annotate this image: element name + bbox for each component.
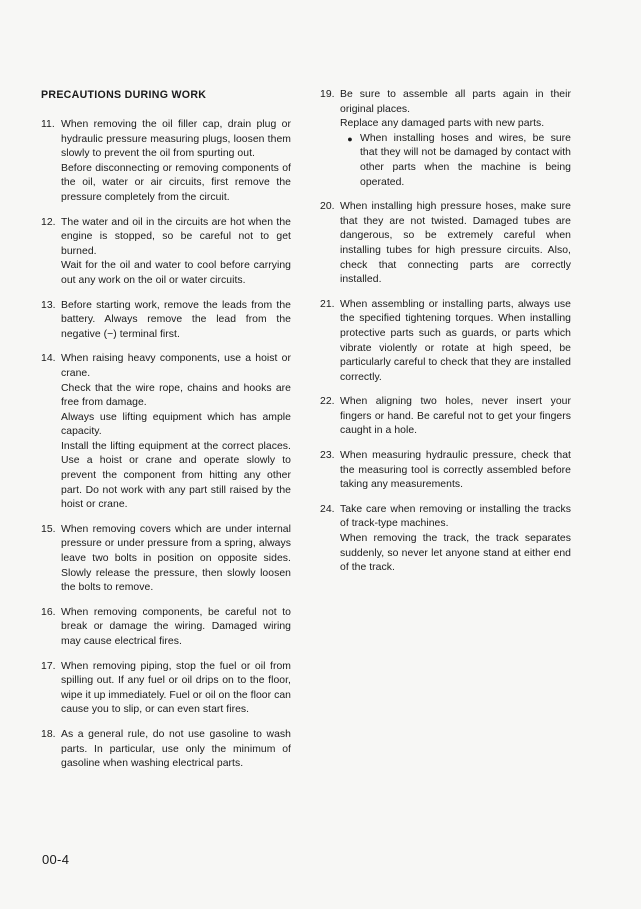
precaution-item-21: [320, 298, 571, 386]
precaution-item-23: [320, 449, 571, 493]
item-text: When removing components, be careful not to break or damage the wiring. Damaged wiring may cause electrical fires.: [61, 606, 291, 647]
item-text: When removing covers which are under internal pressure or under pressure from a spring, always leave two bolts in position on opposite sides. Slowly release the pressure, then slowly loosen the bolts to remove.: [61, 523, 291, 594]
item-text: When aligning two holes, never insert your fingers or hand. Be careful not to get your fingers caught in a hole.: [340, 396, 571, 437]
item-number: 21.: [320, 298, 335, 310]
item-text: When raising heavy components, use a hoist or crane.: [61, 353, 291, 379]
item-text: When removing piping, stop the fuel or oil from spilling out. If any fuel or oil drips on to the floor, wipe it up immediately. Fuel or oil on the floor can cause you to slip, or can even start fires.: [61, 660, 291, 716]
item-number: 18.: [41, 728, 56, 740]
item-text: When installing high pressure hoses, make sure that they are not twisted. Damaged tubes are dangerous, so be extremely careful when installing tubes for high pressure circuits. Also, check that connecting parts are correctly installed.: [340, 201, 571, 286]
item-text: Install the lifting equipment at the correct places. Use a hoist or crane and operate slowly to prevent the component from hitting any other part. Do not work with any part still raised by the hoist or crane.: [61, 440, 291, 511]
item-number: 19.: [320, 89, 335, 100]
item-number: 22.: [320, 396, 335, 408]
precaution-item-14: [41, 352, 291, 513]
item-number: 13.: [41, 299, 56, 311]
precaution-item-20: [320, 200, 571, 288]
precaution-item-13: [41, 299, 291, 343]
item-number: 12.: [41, 216, 56, 228]
item-number: 23.: [320, 450, 335, 462]
item-text: Before starting work, remove the leads from the battery. Always remove the lead from the negative (−) terminal first.: [61, 299, 291, 340]
item-text: Always use lifting equipment which has ample capacity.: [61, 411, 291, 438]
item-number: 24.: [320, 503, 335, 515]
item-text: When measuring hydraulic pressure, check that the measuring tool is correctly assembled before taking any measurements.: [340, 450, 571, 491]
item-text: Replace any damaged parts with new parts.: [340, 118, 545, 130]
item-number: 16.: [41, 606, 56, 618]
precaution-item-16: [41, 606, 291, 650]
item-text: Wait for the oil and water to cool before carrying out any work on the oil or water circuits.: [61, 260, 291, 286]
item-text: Take care when removing or installing the tracks of track-type machines.: [340, 503, 571, 530]
item-number: 11.: [41, 119, 55, 130]
bullet-dot-icon: ●: [347, 133, 353, 144]
item-number: 17.: [41, 660, 56, 672]
item-text: When removing the track, the track separates suddenly, so never let anyone stand at either end of the track.: [340, 533, 571, 574]
item-number: 15.: [41, 523, 56, 535]
precaution-item-17: [41, 660, 291, 718]
item-number: 20.: [320, 201, 335, 213]
precaution-item-19: [320, 88, 571, 190]
item-number: 14.: [41, 353, 56, 365]
precaution-item-22: [320, 395, 571, 439]
precaution-item-18: [41, 728, 291, 772]
precaution-item-24: [320, 503, 571, 576]
precaution-item-11: [41, 118, 291, 206]
left-column: [41, 88, 291, 782]
section-heading: PRECAUTIONS DURING WORK: [41, 89, 207, 101]
precaution-item-12: [41, 216, 291, 289]
bullet-point: [340, 132, 571, 190]
item-text: When assembling or installing parts, always use the specified tightening torques. When installing protective parts such as guards, or parts which vibrate violently or rotate at high speed, be particularly careful to check that they are installed correctly.: [340, 298, 571, 383]
right-column: [320, 88, 571, 586]
item-text: As a general rule, do not use gasoline to wash parts. In particular, use only the minimum of gasoline when washing electrical parts.: [61, 728, 291, 770]
page-number: 00-4: [42, 852, 70, 867]
item-text: Check that the wire rope, chains and hooks are free from damage.: [61, 382, 291, 409]
item-text: Before disconnecting or removing components of the oil, water or air circuits, first remove the pressure completely from the circuit.: [61, 162, 291, 203]
item-text: The water and oil in the circuits are hot when the engine is stopped, so be careful not to get burned.: [61, 216, 291, 257]
bullet-text: When installing hoses and wires, be sure that they will not be damaged by contact with other parts when the machine is being operated.: [360, 132, 571, 188]
item-text: When removing the oil filler cap, drain plug or hydraulic pressure measuring plugs, loosen them slowly to prevent the oil from spurting out.: [61, 119, 291, 160]
precaution-item-15: [41, 523, 291, 596]
item-text: Be sure to assemble all parts again in their original places.: [340, 89, 571, 115]
